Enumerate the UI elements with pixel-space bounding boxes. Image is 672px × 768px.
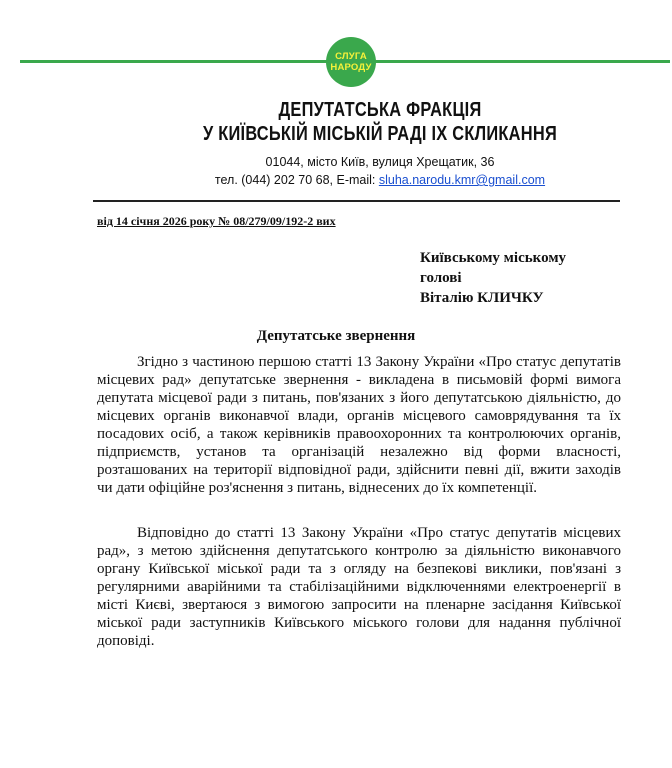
phone-label: тел. (044) 202 70 68, E-mail: [214, 173, 379, 187]
title-line1: ДЕПУТАТСЬКА ФРАКЦІЯ [278, 99, 482, 121]
faction-title [191, 98, 568, 146]
paragraph-1: Згідно з частиною першою статті 13 Закону України «Про статус депутатів місцевих рад» депутатське звернення - викладена в письмовій формі вимога депутата місцевої ради з питань, пов'язаних з його депутатською діяльністю, до місцевих органів виконавчої влади, органів місцевого самоврядування та їх посадових осіб, а також керівників правоохоронних та контролюючих органів, підприємств, установ та організацій незалежно від форми власності, розташованих на території відповідної ради, здійснити певні дії, вжити заходів чи дати офіційне роз'яснення з питань, віднесених до їх компетенції. [97, 354, 621, 496]
addressee-line3: Віталію КЛИЧКУ [420, 290, 544, 306]
party-logo [326, 37, 376, 87]
reference-number: від 14 січня 2026 року № 08/279/09/192-2 вих [97, 214, 336, 228]
logo-line1: СЛУГА [335, 51, 367, 62]
paragraph-2: Відповідно до статті 13 Закону України «Про статус депутатів місцевих рад», з метою здійснення депутатського контролю за діяльністю виконавчого органу Київської міської ради та з огляду на безпекові виклики, пов'язані з регулярними аварійними та стабілізаційними відключеннями електроенергії в місті Києві, звертаюся з вимогою запросити на пленарне засідання Київської міської ради заступників Київського міського голови для надання публічної доповіді. [97, 525, 621, 649]
addressee-line1: Київському міському [420, 250, 567, 266]
letterhead-divider [93, 200, 620, 202]
addressee-block [420, 248, 566, 308]
title-line2: У КИЇВСЬКІЙ МІСЬКІЙ РАДІ ІХ СКЛИКАННЯ [203, 123, 557, 145]
email-link[interactable]: sluha.narodu.kmr@gmail.com [378, 173, 546, 187]
document-title: Депутатське звернення [256, 328, 416, 344]
contact-line [170, 173, 590, 187]
addressee-line2: голові [420, 270, 462, 286]
logo-line2: НАРОДУ [330, 62, 372, 73]
address-line: 01044, місто Київ, вулиця Хрещатик, 36 [265, 155, 495, 169]
